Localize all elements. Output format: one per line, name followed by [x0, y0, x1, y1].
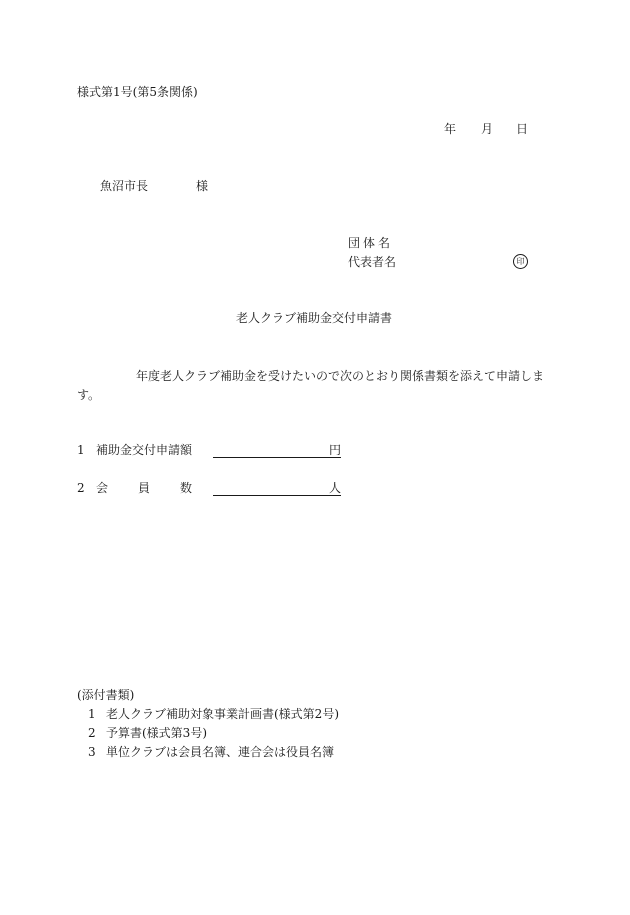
member-count-char-2: 員 — [137, 481, 150, 495]
attachments-title: (添付書類) — [77, 688, 135, 702]
attachment-text: 予算書(様式第3号) — [106, 726, 207, 740]
attachment-number: 3 — [88, 745, 96, 759]
body-sentence: 年度老人クラブ補助金を受けたいので次のとおり関係書類を添えて申請します。 — [77, 369, 545, 402]
attachment-text: 単位クラブは会員名簿、連合会は役員名簿 — [106, 745, 335, 759]
attachment-text: 老人クラブ補助対象事業計画書(様式第2号) — [106, 707, 339, 721]
attachment-item — [88, 746, 334, 758]
attachment-number: 2 — [88, 726, 96, 740]
item-number-2: 2 — [77, 481, 85, 495]
person-unit: 人 — [328, 481, 341, 495]
seal-mark: 印 — [513, 254, 528, 269]
subsidy-amount-field[interactable] — [213, 444, 341, 458]
application-body-text — [77, 367, 555, 405]
attachment-item — [88, 727, 207, 739]
item-label-subsidy-amount: 補助金交付申請額 — [96, 443, 193, 457]
yen-unit: 円 — [328, 443, 341, 457]
member-count-field[interactable] — [213, 482, 341, 496]
member-count-char-1: 会 — [96, 481, 109, 495]
date-day-label: 日 — [516, 122, 529, 136]
date-month-label: 月 — [481, 122, 494, 136]
organization-name-label: 団体名 — [348, 236, 394, 250]
document-title: 老人クラブ補助金交付申請書 — [236, 311, 393, 325]
member-count-char-3: 数 — [179, 481, 192, 495]
addressee-name: 魚沼市長 — [100, 179, 149, 193]
item-number-1: 1 — [77, 443, 85, 457]
attachment-number: 1 — [88, 707, 96, 721]
form-number: 様式第1号(第5条関係) — [77, 85, 198, 99]
item-label-member-count — [96, 482, 192, 494]
date-year-label: 年 — [444, 122, 457, 136]
attachment-item — [88, 708, 339, 720]
representative-name-label: 代表者名 — [348, 255, 397, 269]
addressee-suffix: 様 — [196, 179, 209, 193]
